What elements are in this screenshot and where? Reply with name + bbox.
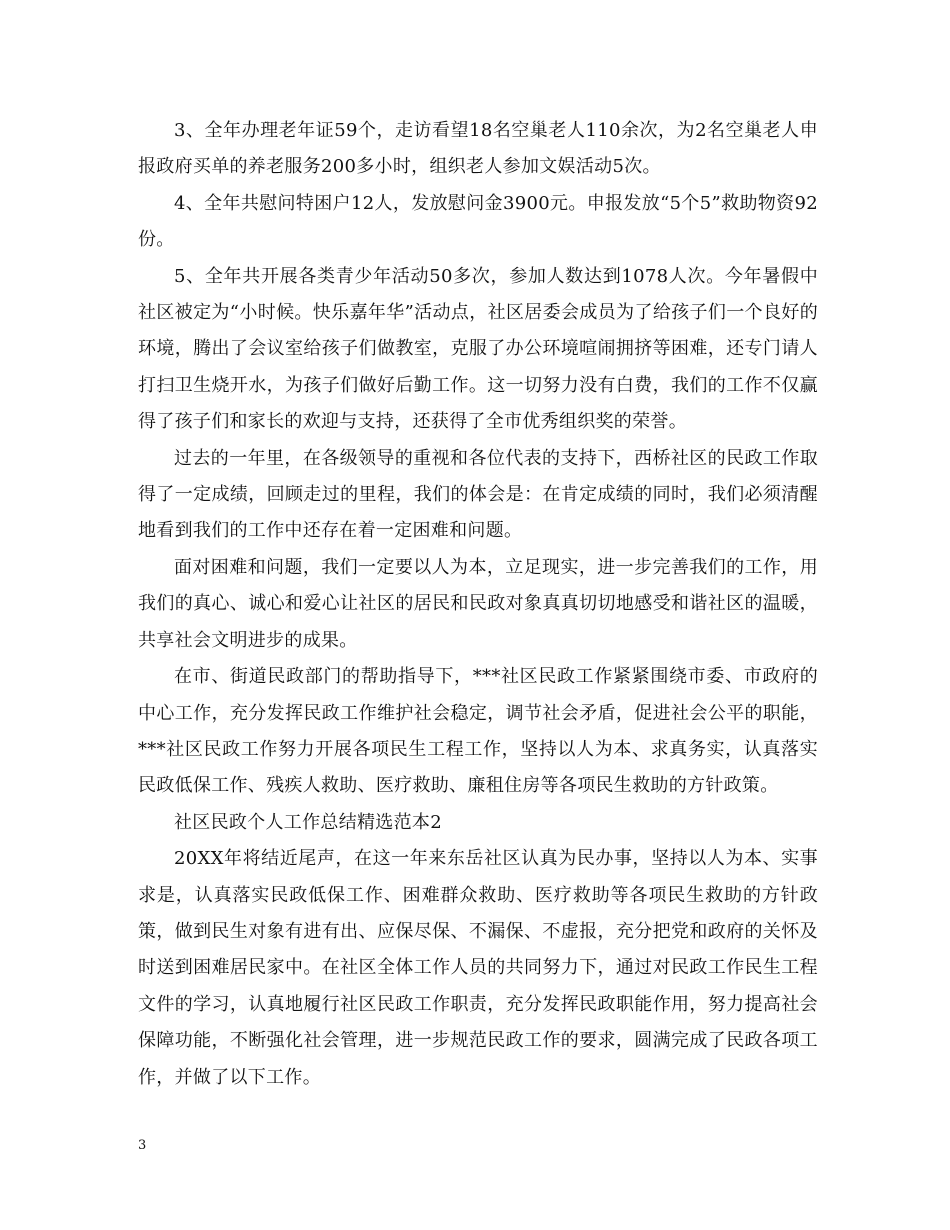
- section-heading: 社区民政个人工作总结精选范本2: [174, 811, 442, 833]
- paragraph-item-3: 3、全年办理老年证59个，走访看望18名空巢老人110余次，为2名空巢老人申报政府买单的养老服务200多小时，组织老人参加文娱活动5次。: [138, 120, 818, 178]
- page-number: 3: [138, 1138, 147, 1153]
- paragraph-year-end: 20XX年将结近尾声，在这一年来东岳社区认真为民办事，坚持以人为本、实事求是，认真落实民政低保工作、困难群众救助、医疗救助等各项民生救助的方针政策，做到民生对象有进有出、应保尽保、不漏保、不虚报，充分把党和政府的关怀及时送到困难居民家中。在社区全体工作人员的共同努力下，通过对民政工作民生工程文件的学习，认真地履行社区民政工作职责，充分发挥民政职能作用，努力提高社会保障功能，不断强化社会管理，进一步规范民政工作的要求，圆满完成了民政各项工作，并做了以下工作。: [138, 848, 818, 1088]
- paragraph-facing-difficulties: 面对困难和问题，我们一定要以人为本，立足现实，进一步完善我们的工作，用我们的真心、诚心和爱心让社区的居民和民政对象真真切切地感受和谐社区的温暖，共享社会文明进步的成果。: [138, 556, 818, 651]
- paragraph-item-4: 4、全年共慰问特困户12人，发放慰问金3900元。申报发放“5个5”救助物资92份。: [138, 192, 818, 251]
- paragraph-past-year: 过去的一年里，在各级领导的重视和各位代表的支持下，西桥社区的民政工作取得了一定成绩，回顾走过的里程，我们的体会是：在肯定成绩的同时，我们必须清醒地看到我们的工作中还存在着一定困难和问题。: [138, 447, 818, 542]
- paragraph-guidance: 在市、街道民政部门的帮助指导下，***社区民政工作紧紧围绕市委、市政府的中心工作，充分发挥民政工作维护社会稳定，调节社会矛盾，促进社会公平的职能，***社区民政工作努力开展各项民生工程工作，坚持以人为本、求真务实，认真落实民政低保工作、残疾人救助、医疗救助、廉租住房等各项民生救助的方针政策。: [138, 666, 818, 797]
- paragraph-item-5: 5、全年共开展各类青少年活动50多次，参加人数达到1078人次。今年暑假中社区被定为“小时候。快乐嘉年华”活动点，社区居委会成员为了给孩子们一个良好的环境，腾出了会议室给孩子们做教室，克服了办公环境喧闹拥挤等困难，还专门请人打扫卫生烧开水，为孩子们做好后勤工作。这一切努力没有白费，我们的工作不仅赢得了孩子们和家长的欢迎与支持，还获得了全市优秀组织奖的荣誉。: [138, 265, 818, 433]
- document-body: [138, 113, 818, 1096]
